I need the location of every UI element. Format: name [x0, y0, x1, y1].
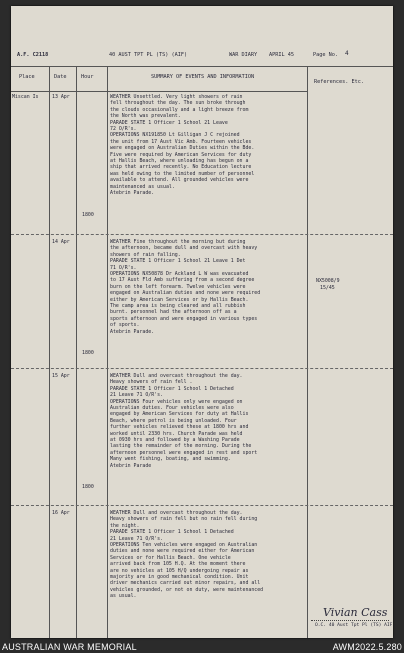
col-summary: SUMMARY OF EVENTS AND INFORMATION — [151, 74, 255, 80]
entry-date: 15 Apr — [52, 373, 70, 379]
col-date: Date — [54, 74, 67, 80]
archive-credit: AUSTRALIAN WAR MEMORIAL — [2, 642, 137, 652]
summary-line: burnt. personnel had the afternoon off as a — [110, 309, 237, 316]
summary-line: Atebrin Parade. — [110, 190, 155, 197]
entry-hour: 1800 — [82, 212, 94, 218]
summary-line: driver mechanics carried out minor repairs, and all — [110, 580, 261, 587]
summary-line: engaged by American Services for duty at Hallis — [110, 411, 249, 418]
entry-divider — [11, 234, 393, 235]
summary-line: the unit from 17 Aust Vic Amb. Fourteen vehicles — [110, 138, 252, 145]
summary-line: were engaged on Australian Duties within the Bde. — [110, 145, 255, 152]
signature: Vivian Cass — [323, 606, 388, 619]
col-references: References. Etc. — [314, 79, 364, 85]
summary-line: Atebrin Parade. — [110, 328, 155, 335]
summary-line: OPERATIONS Four vehicles only were engaged on — [110, 398, 243, 405]
summary-line: the North was prevalent. — [110, 113, 181, 120]
summary-line: are no vehicles at 105 H/Q undergoing repair as — [110, 567, 249, 574]
summary-line: OPERATIONS NX50878 Dr Ackland L W was evacuated — [110, 271, 249, 278]
summary-line: WEATHER Dull and overcast throughout the day. — [110, 373, 243, 379]
entry-hour: 1800 — [82, 350, 94, 356]
col-hour: Hour — [81, 74, 94, 80]
summary-line: The camp area is being cleared and all rubbish — [110, 303, 246, 310]
rule-hour-summary — [107, 66, 108, 638]
summary-line: WEATHER Unsettled. Very light showers of rain — [110, 94, 243, 100]
summary-line: the afternoon, became dull and overcast with heavy — [110, 245, 258, 252]
summary-line: Services or for Hallis Beach. One vehicle — [110, 554, 231, 561]
archive-reference: AWM2022.5.280 — [332, 642, 402, 652]
summary-line: 21 Leave 71 O/R's. — [110, 535, 163, 542]
summary-line: PARADE STATE 1 Officer 1 School 21 Leave — [110, 119, 228, 126]
entry-hour: 1800 — [82, 484, 94, 490]
summary-line: to 17 Aust Fld Amb suffering from a second degree — [110, 277, 255, 284]
entry-divider — [11, 505, 393, 506]
summary-line: as usual. — [110, 593, 137, 600]
summary-line: duties and none were required either for American — [110, 548, 255, 555]
entry-reference: 15/45 — [320, 285, 335, 291]
summary-line: sports afternoon and were engaged in various types — [110, 315, 258, 322]
diary-label: WAR DIARY — [229, 52, 258, 58]
summary-line: Heavy showers of rain fell . — [110, 379, 193, 386]
summary-line: PARADE STATE 1 Officer 1 School 21 Leave 1 Det — [110, 258, 246, 265]
summary-line: majority are in good mechanical condition. Unit — [110, 574, 249, 581]
form-code: A.F. C2118 — [17, 52, 49, 58]
summary-line: either by American Services or by Hallis Beach. — [110, 296, 249, 303]
summary-line: OPERATIONS NX191850 Lt Gilligan J C rejoined — [110, 132, 240, 139]
header-bottom-rule — [11, 91, 307, 92]
summary-line: of sports. — [110, 322, 140, 329]
summary-line: PARADE STATE 1 Officer 1 School 1 Detached — [110, 385, 234, 392]
entry-summary — [110, 373, 306, 469]
entry-date: 16 Apr — [52, 510, 70, 516]
entry-summary — [110, 94, 306, 197]
summary-line: engaged on Australian duties and none were required — [110, 290, 261, 297]
page-number: 4 — [345, 50, 349, 57]
entry-summary — [110, 239, 306, 335]
summary-line: OPERATIONS Ten vehicles were engaged on Australian — [110, 542, 258, 549]
summary-line: maintenanced as usual. — [110, 183, 175, 190]
summary-line: ship that arrived recently. No Education lecture — [110, 164, 252, 171]
page-label: Page No. — [313, 52, 338, 58]
summary-line: 21 Leave 71 O/R's. — [110, 392, 163, 399]
entry-summary — [110, 510, 306, 600]
summary-line: lasting the remainder of the morning. During the — [110, 443, 252, 450]
unit-title: 40 AUST TPT PL (TS) (AIF) — [109, 52, 188, 58]
summary-line: 72 O/R's. — [110, 126, 137, 133]
entry-place: Miscan Is — [12, 94, 39, 100]
summary-line: 71 O/R's. — [110, 264, 137, 271]
summary-line: the night. — [110, 522, 140, 529]
signature-caption: O.C. 40 Aust Tpt Pl (TS) AIF — [315, 623, 393, 628]
summary-line: Australian duties. Four vehicles were also — [110, 405, 234, 412]
summary-line: was held owing to the limited number of personnel — [110, 170, 255, 177]
summary-line: Heavy showers of rain fell but no rain fell during — [110, 516, 258, 523]
summary-line: Many went fishing, boating, and swimming. — [110, 456, 231, 463]
summary-line: showers of rain falling. — [110, 251, 181, 258]
summary-line: WEATHER Dull and overcast throughout the day. — [110, 510, 243, 516]
summary-line: worked until 2330 hrs. Church Parade was held — [110, 430, 243, 437]
col-place: Place — [19, 74, 35, 80]
summary-line: at Hallis Beach, where unloading has begun on a — [110, 158, 249, 165]
summary-line: Beach, where petrol is being unloaded. Four — [110, 417, 237, 424]
signature-line — [311, 620, 389, 621]
entry-date: 13 Apr — [52, 94, 70, 100]
summary-line: further vehicles relieved these at 1800 hrs and — [110, 424, 249, 431]
summary-line: fell throughout the day. The sun broke through — [110, 100, 246, 107]
summary-line: vehicles grounded, or not on duty, were maintenanced — [110, 586, 264, 593]
summary-line: available to attend. All grounded vehicles were — [110, 177, 249, 184]
summary-line: afternoon personnel were engaged in rest and sport — [110, 449, 258, 456]
summary-line: WEATHER Fine throughout the morning but during — [110, 239, 246, 245]
summary-line: at 0930 hrs and followed by a Washing Parade — [110, 437, 240, 444]
diary-page — [11, 6, 393, 638]
rule-place-date — [49, 66, 50, 638]
summary-line: arrived back from 105 H.Q. At the moment there — [110, 561, 246, 568]
summary-line: the clouds occasionally and a light breeze from — [110, 106, 249, 113]
entry-reference: NX5008/9 — [316, 278, 340, 284]
summary-line: Atebrin Parade — [110, 462, 152, 469]
entry-divider — [11, 368, 393, 369]
rule-date-hour — [76, 66, 77, 638]
diary-month: APRIL 45 — [269, 52, 294, 58]
summary-line: Five were required by American Services for duty — [110, 151, 252, 158]
summary-line: burn on the left forearm. Twelve vehicles were — [110, 283, 246, 290]
entry-date: 14 Apr — [52, 239, 70, 245]
summary-line: PARADE STATE 1 Officer 1 School 1 Detached — [110, 529, 234, 536]
rule-summary-refs — [307, 66, 308, 638]
header-top-rule — [11, 66, 393, 67]
